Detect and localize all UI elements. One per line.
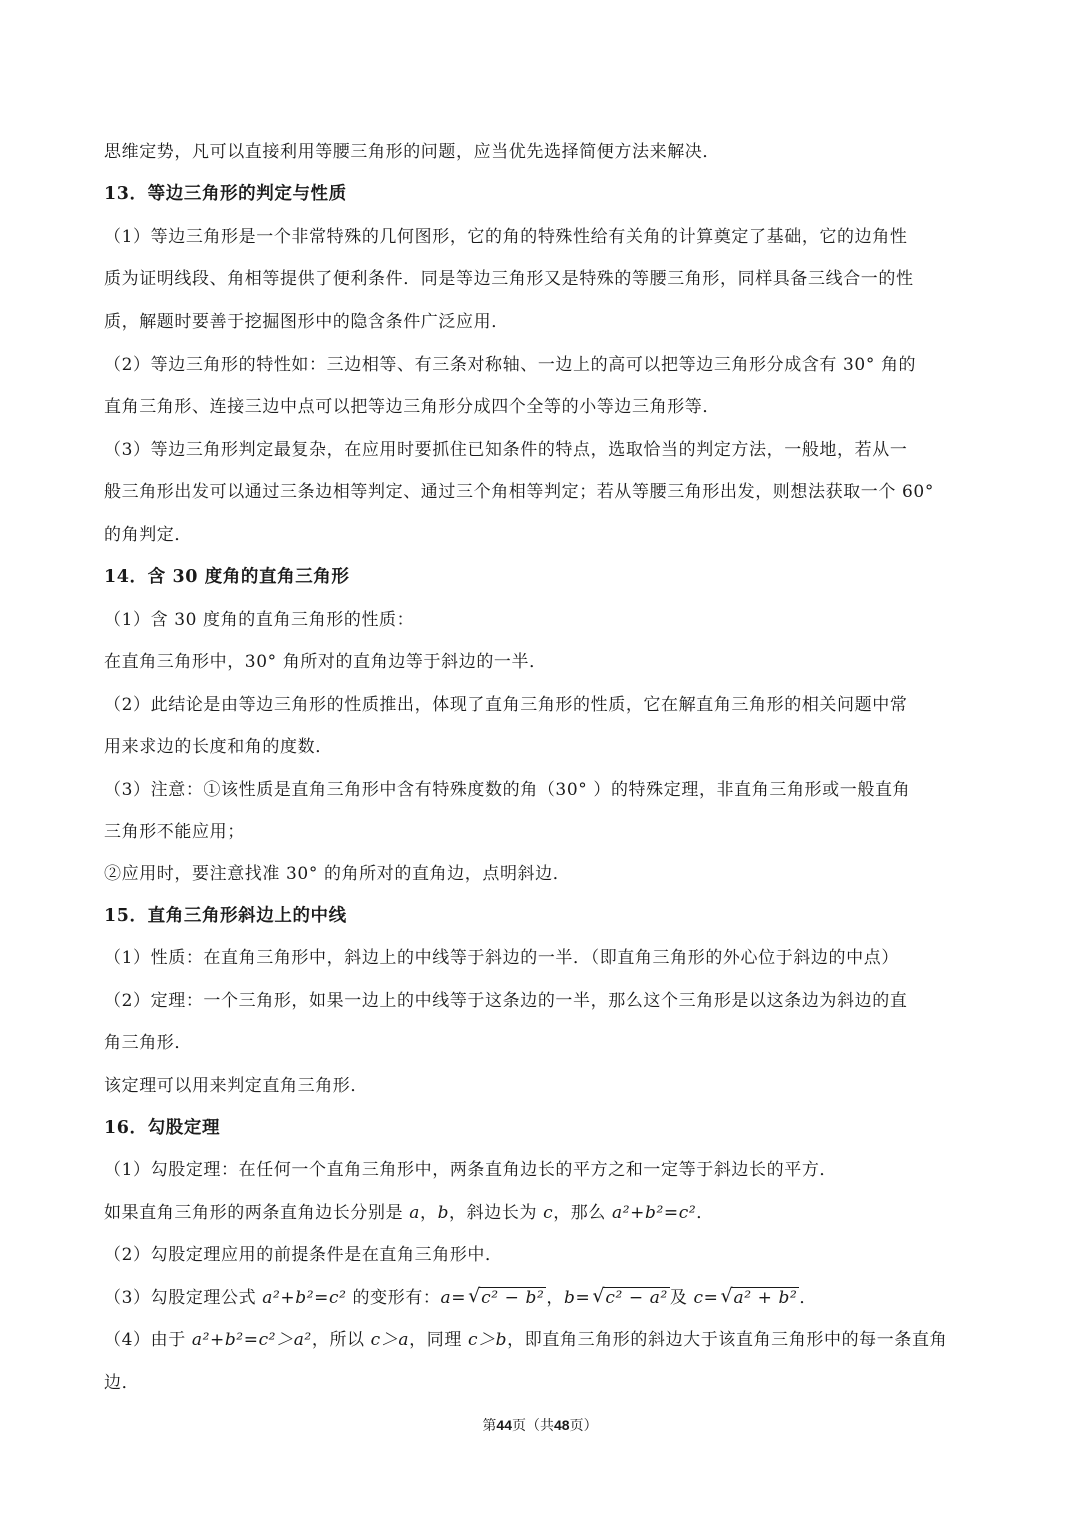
inequality-c-gt-b: c＞b (467, 1330, 508, 1350)
math-b-equals: b= (564, 1288, 591, 1308)
text-line: ②应用时，要注意找准 30° 的角所对的直角边，点明斜边． (104, 864, 571, 884)
text-line-with-math (104, 1286, 984, 1310)
text-line: （1）含 30 度角的直角三角形的性质： (104, 610, 415, 630)
text-line: （2）勾股定理应用的前提条件是在直角三角形中． (104, 1245, 503, 1265)
text-line: 思维定势，凡可以直接利用等腰三角形的问题，应当优先选择简便方法来解决． (104, 142, 720, 162)
text-line: 三角形不能应用； (104, 822, 245, 842)
text-line: （1）等边三角形是一个非常特殊的几何图形，它的角的特殊性给有关角的计算奠定了基础，它的边角性 (104, 227, 908, 247)
inequality-c-gt-a: c＞a (370, 1330, 410, 1350)
text-span: （3）勾股定理公式 (104, 1288, 263, 1308)
text-span: 及 (669, 1288, 694, 1308)
text-span: ， (546, 1288, 565, 1308)
text-line: （2）此结论是由等边三角形的性质推出，体现了直角三角形的性质，它在解直角三角形的相关问题中常 (104, 695, 908, 715)
section-heading-14: 14．含 30 度角的直角三角形 (104, 567, 350, 587)
text-span: ． (799, 1288, 817, 1308)
text-line: （2）等边三角形的特性如：三边相等、有三条对称轴、一边上的高可以把等边三角形分成含有 30° 角的 (104, 355, 917, 375)
text-line: （1）勾股定理：在任何一个直角三角形中，两条直角边长的平方之和一定等于斜边长的平方． (104, 1160, 838, 1180)
math-a-equals: a= (440, 1288, 467, 1308)
sqrt-sign-icon: √ (468, 1285, 481, 1307)
text-line: （2）定理：一个三角形，如果一边上的中线等于这条边的一半，那么这个三角形是以这条边为斜边的直 (104, 991, 908, 1011)
sqrt-sign-icon: √ (592, 1285, 606, 1307)
text-span: ， (419, 1203, 438, 1223)
text-span: ，斜边长为 (449, 1203, 544, 1223)
sqrt-radicand: c² − b² (481, 1288, 545, 1308)
text-span: ，同理 (409, 1330, 468, 1350)
section-heading-15: 15．直角三角形斜边上的中线 (104, 906, 347, 926)
text-span: ． (696, 1203, 714, 1223)
pythagorean-formula: a²+b²=c² (262, 1288, 347, 1308)
footer-text: 页（共 (512, 1418, 554, 1434)
footer-text: 第 (482, 1418, 497, 1434)
text-line-with-math (104, 1201, 984, 1225)
sqrt-expression (720, 1286, 799, 1310)
math-var-c: c (543, 1203, 554, 1223)
sqrt-sign-icon: √ (720, 1285, 734, 1307)
text-line: （3）等边三角形判定最复杂，在应用时要抓住已知条件的特点，选取恰当的判定方法，一般地，若从一 (104, 440, 908, 460)
text-line: 质为证明线段、角相等提供了便利条件．同是等边三角形又是特殊的等腰三角形，同样具备三线合一的性 (104, 269, 914, 289)
text-span: ，那么 (553, 1203, 612, 1223)
inequality-chain: a²+b²=c²＞a² (191, 1330, 312, 1350)
text-line: （3）注意：①该性质是直角三角形中含有特殊度数的角（30° ）的特殊定理，非直角三角形或一般直角 (104, 780, 911, 800)
text-span: ，所以 (311, 1330, 371, 1350)
math-c-equals: c= (693, 1288, 719, 1308)
text-line: 直角三角形、连接三边中点可以把等边三角形分成四个全等的小等边三角形等． (104, 397, 720, 417)
total-page-count: 48 (554, 1417, 570, 1433)
text-line-with-math (104, 1328, 984, 1352)
pythagorean-formula: a²+b²=c² (612, 1203, 697, 1223)
section-heading-13: 13．等边三角形的判定与性质 (104, 184, 347, 204)
current-page-number: 44 (496, 1417, 512, 1433)
text-line: 用来求边的长度和角的度数． (104, 737, 333, 757)
page-footer (0, 1415, 1080, 1436)
sqrt-radicand: a² + b² (733, 1288, 798, 1308)
text-span: ，即直角三角形的斜边大于该直角三角形中的每一条直角 (507, 1330, 948, 1350)
sqrt-radicand: c² − a² (605, 1288, 668, 1308)
text-span: 如果直角三角形的两条直角边长分别是 (104, 1203, 410, 1223)
text-line: 边． (104, 1373, 140, 1393)
text-line: 般三角形出发可以通过三条边相等判定、通过三个角相等判定；若从等腰三角形出发，则想法获取一个 60° (104, 482, 934, 502)
text-span: （4）由于 (104, 1330, 192, 1350)
text-line: 的角判定． (104, 525, 192, 545)
text-line: 质，解题时要善于挖掘图形中的隐含条件广泛应用． (104, 312, 509, 332)
footer-text: 页） (569, 1418, 598, 1434)
text-span: 的变形有： (346, 1288, 441, 1308)
text-line: （1）性质：在直角三角形中，斜边上的中线等于斜边的一半．（即直角三角形的外心位于斜边的中点） (104, 948, 899, 968)
text-line: 在直角三角形中，30° 角所对的直角边等于斜边的一半． (104, 652, 547, 672)
math-var-a: a (409, 1203, 420, 1223)
math-var-b: b (437, 1203, 450, 1223)
text-line: 角三角形． (104, 1033, 192, 1053)
section-heading-16: 16．勾股定理 (104, 1118, 221, 1138)
sqrt-expression (468, 1286, 546, 1310)
text-line: 该定理可以用来判定直角三角形． (104, 1076, 368, 1096)
sqrt-expression (592, 1286, 670, 1310)
